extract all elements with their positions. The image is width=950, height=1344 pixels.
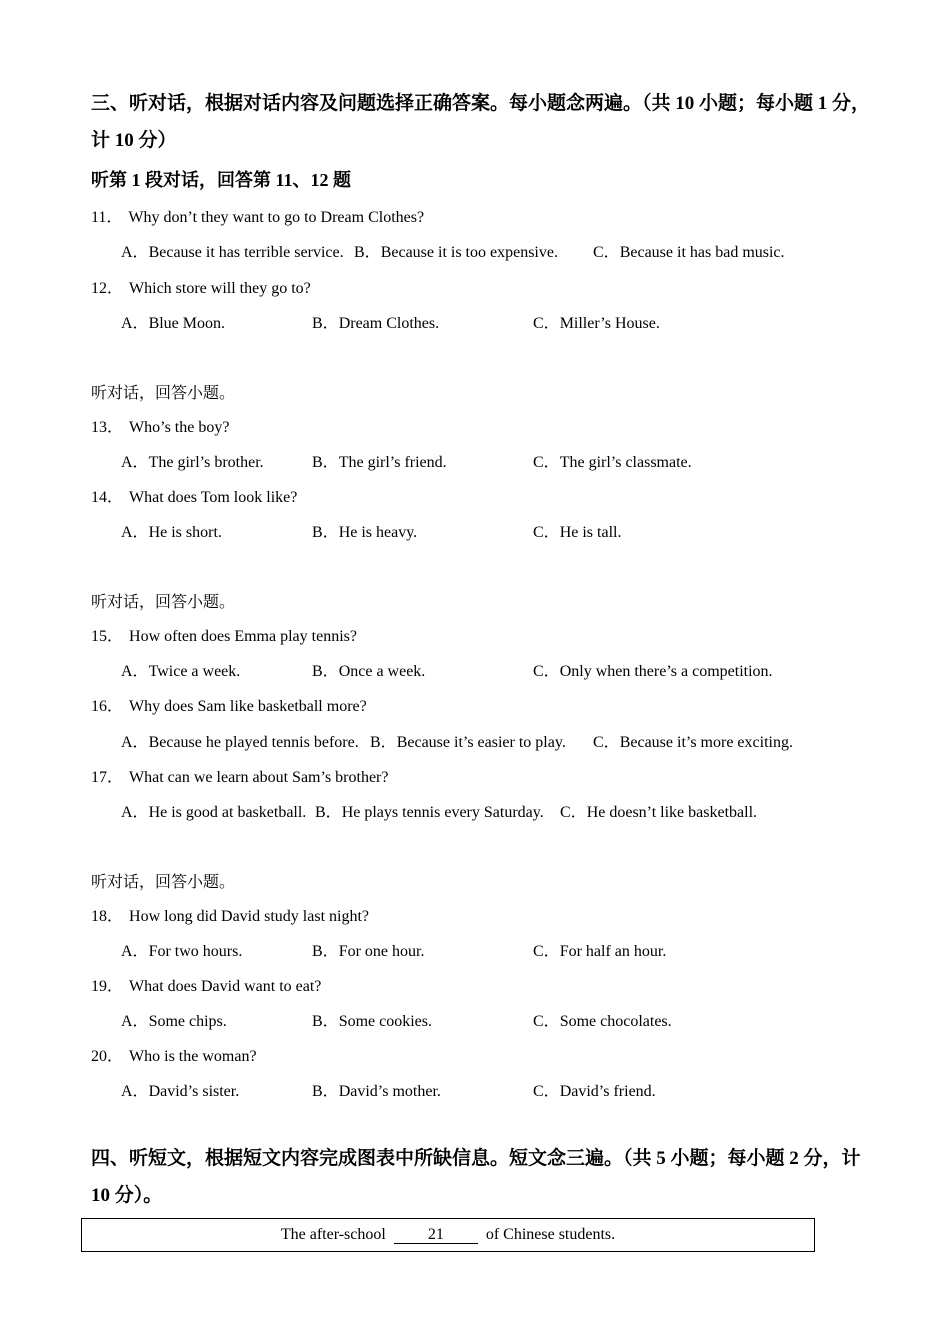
option-20-a[interactable]: A．David’s sister. — [121, 1083, 240, 1100]
option-11-c[interactable]: C．Because it has bad music. — [593, 244, 785, 261]
option-15-a[interactable]: A．Twice a week. — [121, 663, 241, 680]
option-12-c[interactable]: C．Miller’s House. — [533, 315, 660, 332]
question-14: 14． What does Tom look like? — [91, 489, 298, 506]
info-table — [81, 1218, 815, 1252]
dialog-1-heading: 听第 1 段对话，回答第 11、12 题 — [91, 170, 352, 190]
table-prefix: The after-school — [280, 1226, 386, 1243]
option-17-c[interactable]: C．He doesn’t like basketball. — [560, 804, 758, 821]
option-11-a[interactable]: A．Because it has terrible service. — [121, 244, 344, 261]
question-19: 19． What does David want to eat? — [91, 978, 322, 995]
blank-21[interactable]: 21 — [394, 1226, 478, 1244]
option-18-a[interactable]: A．For two hours. — [121, 943, 243, 960]
option-16-a[interactable]: A．Because he played tennis before. — [121, 734, 359, 751]
option-11-b[interactable]: B．Because it is too expensive. — [354, 244, 558, 261]
question-16: 16． Why does Sam like basketball more? — [91, 698, 367, 715]
section-4-heading: 四、听短文，根据短文内容完成图表中所缺信息。短文念三遍。（共 5 小题；每小题 2 分，计 10 分）。 — [91, 1148, 861, 1206]
option-14-c[interactable]: C．He is tall. — [533, 524, 622, 541]
table-suffix: of Chinese students. — [485, 1226, 616, 1243]
option-16-c[interactable]: C．Because it’s more exciting. — [593, 734, 793, 751]
option-15-b[interactable]: B．Once a week. — [312, 663, 426, 680]
option-16-b[interactable]: B．Because it’s easier to play. — [370, 734, 566, 751]
option-15-c[interactable]: C．Only when there’s a competition. — [533, 663, 773, 680]
question-15: 15． How often does Emma play tennis? — [91, 628, 357, 645]
option-19-b[interactable]: B．Some cookies. — [312, 1013, 433, 1030]
question-18: 18． How long did David study last night? — [91, 908, 369, 925]
listen-note-1: 听对话，回答小题。 — [91, 385, 236, 402]
option-18-c[interactable]: C．For half an hour. — [533, 943, 667, 960]
question-11: 11． Why don’t they want to go to Dream Clothes? — [91, 209, 425, 226]
listen-note-2: 听对话，回答小题。 — [91, 594, 236, 611]
option-13-b[interactable]: B．The girl’s friend. — [312, 454, 447, 471]
option-13-c[interactable]: C．The girl’s classmate. — [533, 454, 692, 471]
option-14-a[interactable]: A．He is short. — [121, 524, 222, 541]
question-13: 13． Who’s the boy? — [91, 419, 230, 436]
section-3-heading: 三、听对话，根据对话内容及问题选择正确答案。每小题念两遍。（共 10 小题；每小题 1 分，计 10 分） — [91, 93, 871, 151]
option-18-b[interactable]: B．For one hour. — [312, 943, 425, 960]
option-13-a[interactable]: A．The girl’s brother. — [121, 454, 264, 471]
listen-note-3: 听对话，回答小题。 — [91, 874, 236, 891]
option-19-a[interactable]: A．Some chips. — [121, 1013, 227, 1030]
option-12-b[interactable]: B．Dream Clothes. — [312, 315, 440, 332]
option-20-c[interactable]: C．David’s friend. — [533, 1083, 656, 1100]
option-17-b[interactable]: B．He plays tennis every Saturday. — [315, 804, 544, 821]
option-20-b[interactable]: B．David’s mother. — [312, 1083, 441, 1100]
option-19-c[interactable]: C．Some chocolates. — [533, 1013, 672, 1030]
option-12-a[interactable]: A．Blue Moon. — [121, 315, 226, 332]
option-17-a[interactable]: A．He is good at basketball. — [121, 804, 307, 821]
question-12: 12． Which store will they go to? — [91, 280, 311, 297]
question-20: 20． Who is the woman? — [91, 1048, 257, 1065]
question-17: 17． What can we learn about Sam’s brother? — [91, 769, 389, 786]
option-14-b[interactable]: B．He is heavy. — [312, 524, 418, 541]
